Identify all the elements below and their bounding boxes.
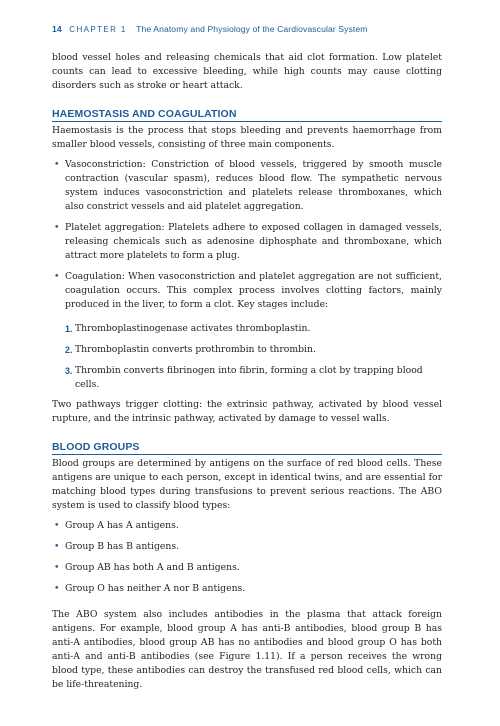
chapter-title: The Anatomy and Physiology of the Cardiovascular System: [136, 24, 368, 34]
haemostasis-closing: Two pathways trigger clotting: the extrinsic pathway, activated by blood vessel rupture, and the intrinsic pathway, activated by damage to vessel walls.: [52, 399, 442, 424]
intro-paragraph: blood vessel holes and releasing chemicals that aid clot formation. Low platelet counts can lead to excessive bleeding, while high counts may cause clotting disorders such as stroke or heart attack.: [52, 52, 442, 91]
list-item: 2. Thromboplastin converts prothrombin to thrombin.: [65, 344, 316, 355]
blood-groups-intro: Blood groups are determined by antigens on the surface of red blood cells. These antigens are unique to each person, except in identical twins, and are essential for matching blood types during transfusions to prevent serious reactions. The ABO system is used to classify blood types:: [52, 458, 442, 511]
section-heading-blood-groups: BLOOD GROUPS: [52, 441, 442, 455]
list-item: • Group AB has both A and B antigens.: [54, 562, 240, 573]
list-item: • Group A has A antigens.: [54, 520, 179, 531]
list-item: • Vasoconstriction: Constriction of blood vessels, triggered by smooth muscle contraction (vascular spasm), reduces blood flow. The sympathetic nervous system induces vasoconstriction and platelets release thromboxanes, which also constrict vessels and aid platelet aggregation.: [54, 159, 442, 212]
section-heading-haemostasis: HAEMOSTASIS AND COAGULATION: [52, 108, 442, 122]
step-number: 2.: [65, 345, 73, 355]
step-number: 3.: [65, 366, 73, 376]
list-item: • Coagulation: When vasoconstriction and platelet aggregation are not sufficient, coagulation occurs. This complex process involves clotting factors, mainly produced in the liver, to form a clot. Key stages include:: [54, 271, 442, 310]
bullet-icon: •: [54, 159, 60, 170]
list-item: 1. Thromboplastinogenase activates thromboplastin.: [65, 323, 311, 334]
page-number: 14: [52, 24, 62, 34]
blood-groups-closing: The ABO system also includes antibodies in the plasma that attack foreign antigens. For example, blood group A has anti-B antibodies, blood group B has anti-A antibodies, blood group AB has no antibodies and blood group O has both anti-A and anti-B antibodies (see Figure 1.11). If a person receives the wrong blood type, these antibodies can destroy the transfused red blood cells, which can be life-threatening.: [52, 609, 442, 690]
bullet-icon: •: [54, 583, 60, 594]
bullet-icon: •: [54, 222, 60, 233]
step-number: 1.: [65, 324, 73, 334]
chapter-label: CHAPTER 1: [69, 25, 127, 34]
haemostasis-intro: Haemostasis is the process that stops bleeding and prevents haemorrhage from smaller blood vessels, consisting of three main components.: [52, 125, 442, 150]
list-item: • Group O has neither A nor B antigens.: [54, 583, 246, 594]
bullet-icon: •: [54, 541, 60, 552]
bullet-icon: •: [54, 271, 60, 282]
blood-groups-bullet-list: [52, 519, 442, 596]
haemostasis-bullet-list: [52, 158, 442, 312]
coagulation-steps: [52, 322, 442, 392]
list-item: • Group B has B antigens.: [54, 541, 180, 552]
running-head: [52, 24, 442, 34]
list-item: • Platelet aggregation: Platelets adhere to exposed collagen in damaged vessels, releasing chemicals such as adenosine diphosphate and thromboxane, which attract more platelets to form a plug.: [54, 222, 442, 261]
bullet-icon: •: [54, 520, 60, 531]
bullet-icon: •: [54, 562, 60, 573]
list-item: 3. Thrombin converts fibrinogen into fibrin, forming a clot by trapping blood cells.: [65, 365, 423, 390]
